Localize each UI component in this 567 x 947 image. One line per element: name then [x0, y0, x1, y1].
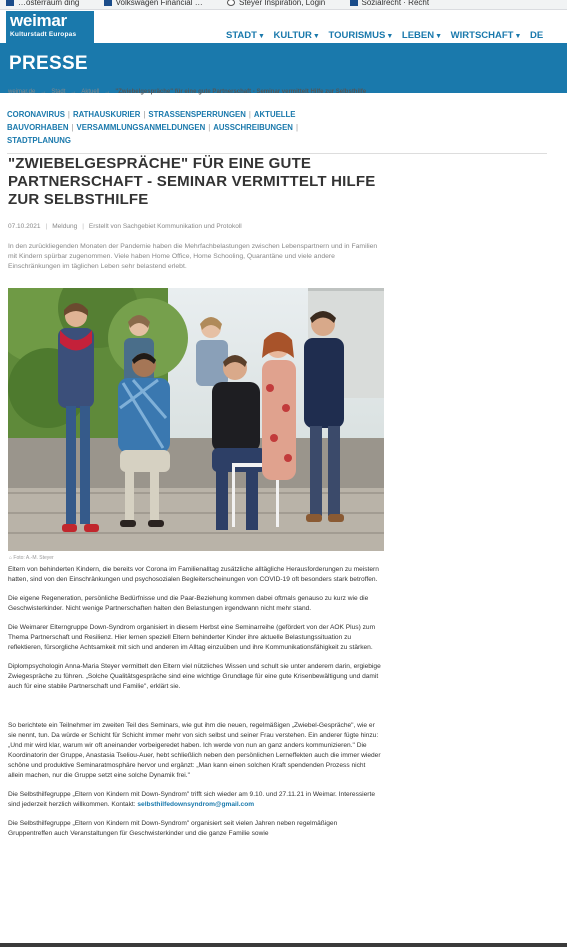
bookmark-label: Sozialrecht · Recht: [361, 0, 430, 7]
breadcrumb: [8, 89, 366, 95]
breadcrumb-separator-icon: →: [70, 89, 77, 95]
contact-text: Die Selbsthilfegruppe „Eltern von Kindern mit Down-Syndrom" trifft sich wieder am 9.10. und 27.11.21 in Weimar. Interessierte sind jederzeit herzlich willkommen. Kontakt:: [8, 791, 376, 808]
divider: |: [45, 223, 48, 230]
bookmarks-bar: [0, 0, 567, 10]
nav-kultur[interactable]: [274, 30, 320, 41]
divider: |: [71, 123, 74, 132]
bookmark-item[interactable]: [6, 0, 79, 7]
nav-wirtschaft[interactable]: [451, 30, 522, 41]
language-switch[interactable]: [530, 30, 543, 41]
article-header: [8, 155, 388, 272]
article-paragraph: Eltern von behinderten Kindern, die bereits vor Corona im Familienalltag zusätzliche alltägliche Herausforderungen zu meistern hatten, sind von den Einschränkungen und psychosozialen Begleiterscheinungen von COVID-19 oft besonders stark betroffen.: [8, 566, 379, 583]
group-photo-image: [8, 288, 384, 551]
globe-icon: [227, 0, 235, 6]
chevron-down-icon: ▼: [386, 33, 394, 40]
page-title-band: [0, 43, 567, 93]
nav-label: LEBEN: [401, 30, 435, 41]
divider: |: [82, 223, 84, 230]
spacer: [8, 701, 382, 721]
article-type: Meldung: [52, 223, 78, 230]
bookmark-item[interactable]: [227, 0, 325, 7]
article-paragraph: So berichtete ein Teilnehmer im zweiten Teil des Seminars, wie gut ihm die neuen, regelmäßigen „Zwiebel-Gespräche", wie er sie nennt, tun. Da würde er Schicht für Schicht immer mehr von sich selbst und seiner Frau verstehen. Ein anderer fügte hinzu: „Und mir wird klar, warum wir oft aneinander vorbeigeredet haben. Ich werde von nun an ganz anders kommunizieren." Die Koordinatorin der Gruppe, Anastasia Tseliou-Auer, hebt schließlich neben den persönlichen Lerneffekten auch die immer wieder schöne und produktive Seminaratmosphäre hervor und ergänzt: „Man kann einen solchen Kraft spendenden Prozess nicht allein machen, nur die Gruppe setzt eine solche Dynamik frei.": [8, 722, 381, 779]
article-paragraph: Die eigene Regeneration, persönliche Bedürfnisse und die Paar-Beziehung kommen dabei oftmals genauso zu kurz wie die Geschwisterkinder. Nicht wenige Partnerschaften halten den Belastungen irgendwann nicht mehr stand.: [8, 595, 369, 612]
quick-links: [7, 108, 547, 154]
article-author: Erstellt von Sachgebiet Kommunikation und Protokoll: [88, 223, 242, 230]
os-taskbar: [0, 943, 567, 947]
bookmark-item[interactable]: [104, 0, 203, 7]
nav-label: DE: [530, 30, 544, 41]
weimar-logo[interactable]: [6, 11, 94, 43]
photo-credit: Foto: A.-M. Steyer: [13, 555, 54, 561]
article-paragraph: Die Selbsthilfegruppe „Eltern von Kindern mit Down-Syndrom" organisiert seit vielen Jahren neben regelmäßigen Gruppentreffen auch Veranstaltungen für Geschwisterkinder und die ganze Familie sowie: [8, 820, 338, 837]
chevron-down-icon: ▼: [514, 33, 522, 40]
nav-tourismus[interactable]: [328, 30, 393, 41]
quicklink-stadtplanung[interactable]: STADTPLANUNG: [7, 136, 71, 145]
breadcrumb-link[interactable]: Aktuell: [81, 89, 100, 95]
nav-label: TOURISMUS: [328, 30, 386, 41]
photo-caption: [9, 555, 54, 561]
article-body: [8, 565, 382, 848]
breadcrumb-separator-icon: →: [40, 89, 47, 95]
quicklink-coronavirus[interactable]: CORONAVIRUS: [7, 110, 65, 119]
main-navigation: [226, 30, 549, 41]
article-meta: [8, 223, 388, 230]
chevron-down-icon: ▼: [312, 33, 320, 40]
nav-leben[interactable]: [402, 30, 442, 41]
logo-wordmark: weimar: [10, 11, 67, 30]
divider: |: [67, 110, 70, 119]
logo-tagline: Kulturstadt Europas: [10, 31, 77, 38]
quicklink-strassensperrungen[interactable]: STRASSENSPERRUNGEN: [148, 110, 246, 119]
nav-label: WIRTSCHAFT: [450, 30, 514, 41]
article-title: "ZWIEBELGESPRÄCHE" FÜR EINE GUTE PARTNERSCHAFT - SEMINAR VERMITTELT HILFE ZUR SELBSTHILFE: [8, 155, 376, 208]
contact-email-link[interactable]: selbsthilfedownsyndrom@gmail.com: [137, 801, 255, 808]
article-paragraph: Diplompsychologin Anna-Maria Steyer vermittelt den Eltern viel nützliches Wissen und schult sie unter anderem darin, ergiebige Zwiegespräche zu führen. „Solche Qualitätsgespräche sind eine wichtige Grundlage für eine gute Krisenbewältigung und damit auch für eine stabile Partnerschaft und Familie", erklärt sie.: [8, 663, 381, 690]
quicklink-bauvorhaben[interactable]: AKTUELLE BAUVORHABEN: [7, 110, 296, 132]
divider: |: [295, 123, 298, 132]
breadcrumb-link[interactable]: Stadt: [51, 89, 66, 95]
vw-logo-icon: [104, 0, 112, 6]
article-paragraph: Die Weimarer Elterngruppe Down-Syndrom organisiert in diesem Herbst eine Seminarreihe (gefördert von der AOK Plus) zum Thema Partnerschaft und Resilienz. Hier lernen speziell Eltern behinderter Kinder ihre aktuelle Belastungssituation zu reflektieren, fürsorgliche Achtsamkeit mit sich und anderen im Alltag einzuüben und ihre Kommunikationsfähigkeit zu stärken.: [8, 624, 376, 651]
nav-stadt[interactable]: [226, 30, 265, 41]
divider: |: [248, 110, 251, 119]
quicklink-versammlungsanmeldungen[interactable]: VERSAMMLUNGSANMELDUNGEN: [76, 123, 206, 132]
page-title: PRESSE: [9, 53, 88, 74]
divider: |: [143, 110, 146, 119]
quicklink-rathauskurier[interactable]: RATHAUSKURIER: [72, 110, 141, 119]
nav-label: STADT: [226, 30, 257, 41]
camera-icon: ⌂: [9, 555, 14, 561]
bookmark-icon: [350, 0, 358, 6]
bookmark-icon: [6, 0, 14, 6]
divider: |: [208, 123, 211, 132]
bookmark-label: Volkswagen Financial …: [115, 0, 203, 7]
site-header: [0, 10, 567, 83]
article-photo[interactable]: [8, 288, 384, 551]
nav-label: KULTUR: [273, 30, 312, 41]
breadcrumb-link[interactable]: weimar.de: [8, 89, 36, 95]
bookmark-label: Steyer Inspiration, Login: [238, 0, 326, 7]
chevron-down-icon: ▼: [257, 33, 265, 40]
bookmark-label: …osterraum ding: [18, 0, 80, 7]
bookmark-item[interactable]: [350, 0, 430, 7]
breadcrumb-separator-icon: →: [104, 89, 111, 95]
article-date: 07.10.2021: [8, 223, 41, 230]
breadcrumb-current: "Zwiebelgespräche" für eine gute Partnerschaft - Seminar vermittelt Hilfe zur Selbsthilfe: [115, 89, 367, 95]
contact-paragraph: [8, 790, 382, 810]
chevron-down-icon: ▼: [435, 33, 443, 40]
article-lead: In den zurückliegenden Monaten der Pandemie haben die Mehrfachbelastungen zwischen Lebenspartnern und in Familien mit Kindern spürbar zugenommen. Viele haben Home Office, Home Schooling, Quarantäne und viele andere Einschränkungen im täglichen Leben sehr belastend erlebt.: [8, 243, 378, 270]
quicklink-ausschreibungen[interactable]: AUSSCHREIBUNGEN: [213, 123, 293, 132]
